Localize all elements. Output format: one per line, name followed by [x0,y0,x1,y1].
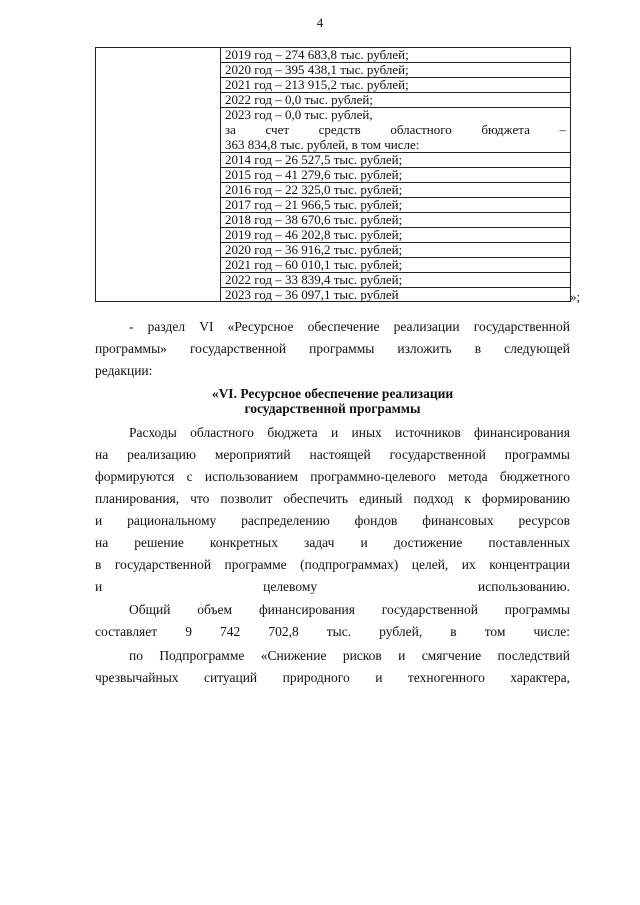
word: подход [413,491,454,506]
word: мероприятий [214,447,291,462]
word: бюджетного [499,469,570,484]
word: и [95,513,103,528]
table-line: 2020 год – 36 916,2 тыс. рублей; [221,243,570,258]
word: государственной [189,341,287,356]
word: изложить [397,341,452,356]
word: решение [134,535,184,550]
word: в [95,557,102,572]
word: средств [318,122,361,137]
word: и [375,670,383,685]
table-line-justified [221,123,570,138]
word: поставленных [488,535,570,550]
word: программы [504,447,570,462]
table-line: 2022 год – 33 839,4 тыс. рублей; [221,273,570,288]
word: следующей [504,341,570,356]
word: Общий [129,602,171,617]
table-line: 2018 год – 38 670,6 тыс. рублей; [221,213,570,228]
word: бюджета [267,425,318,440]
word: по [129,648,143,663]
table-closing-quote: »; [570,289,581,304]
word: программно-целевого [310,469,436,484]
table-line: 2015 год – 41 279,6 тыс. рублей; [221,168,570,183]
word: задач [303,535,335,550]
word: чрезвычайных [95,670,179,685]
table-line: 2023 год – 36 097,1 тыс. рублей [225,287,399,302]
text-line [95,466,570,488]
word: бюджета [481,122,530,137]
word: целей, [411,557,449,572]
heading-line: государственной программы [244,401,421,416]
word: источников [395,425,461,440]
table-line: 2014 год – 26 527,5 тыс. рублей; [221,153,570,168]
table-line: 2017 год – 21 966,5 тыс. рублей; [221,198,570,213]
word: ситуаций [203,670,258,685]
text-line [95,599,570,621]
word: государственной [381,602,478,617]
table-funding-cell [221,48,570,301]
word: программы» [95,341,167,356]
word: реализации [393,319,460,334]
text-line [95,422,570,444]
text-line: и целевому использованию. [95,579,570,594]
heading-line: «VI. Ресурсное обеспечение реализации [211,386,454,401]
table-line: 2021 год – 60 010,1 тыс. рублей; [221,258,570,273]
word: VI [199,319,214,334]
word: обеспечение [307,319,380,334]
word: позволит [220,491,273,506]
word: последствий [497,648,570,663]
word: с [186,469,193,484]
text-line [95,444,570,466]
text-line [95,554,570,576]
word: настоящей [309,447,371,462]
word: (подпрограммах) [300,557,399,572]
text-line [95,488,570,510]
table-line: 363 834,8 тыс. рублей, в том числе: [221,138,570,153]
word: формируются [95,469,175,484]
word: Подпрограмме [159,648,245,663]
word: Расходы [129,425,177,440]
text-line [95,532,570,554]
word: единый [359,491,403,506]
word: «Снижение [260,648,327,663]
word: государственной [389,447,486,462]
word: планирования, [95,491,180,506]
word: финансирования [474,425,570,440]
word: рациональному [127,513,217,528]
word: счет [265,122,290,137]
intro-paragraph [95,316,570,382]
word: что [190,491,210,506]
word: программе [224,557,287,572]
word: государственной [473,319,570,334]
word: иных [351,425,382,440]
text-line [95,316,570,338]
word: на [95,535,109,550]
page-number: 4 [316,15,324,30]
word: метода [448,469,488,484]
word: программы [309,341,375,356]
text-line: редакции: [95,363,153,378]
table-line: 2023 год – 0,0 тыс. рублей, [225,107,373,122]
paragraph-expenses [95,422,570,598]
paragraph-total-funding [95,599,570,643]
word: использованием [204,469,298,484]
word: техногенного [407,670,485,685]
word: программы [504,602,570,617]
word: финансирования [258,602,355,617]
word: в [474,341,482,356]
word: фондов [354,513,398,528]
word: областного [190,425,255,440]
text-line [95,510,570,532]
word: достижение [393,535,463,550]
word: формированию [481,491,570,506]
word: их [461,557,476,572]
word: и [360,535,368,550]
section-heading [95,386,570,416]
word: – [559,122,566,137]
word: и [398,648,406,663]
text-line [95,667,570,689]
word: объем [197,602,233,617]
word: финансовых [422,513,494,528]
table-line: 2022 год – 0,0 тыс. рублей; [221,93,570,108]
text-line [95,645,570,667]
word: и [330,425,339,440]
word: обеспечить [283,491,349,506]
word: государственной [114,557,212,572]
table-line: 2016 год – 22 325,0 тыс. рублей; [221,183,570,198]
word: распределению [241,513,330,528]
word: - [129,319,134,334]
word: конкретных [209,535,278,550]
word: рисков [342,648,382,663]
table-line: 2021 год – 213 915,2 тыс. рублей; [221,78,570,93]
text-line [95,338,570,360]
word: к [464,491,471,506]
paragraph-subprogram [95,645,570,689]
word: характера, [510,670,570,685]
word: концентрации [489,557,570,572]
word: раздел [147,319,186,334]
funding-table [95,47,571,302]
table-line: 2019 год – 274 683,8 тыс. рублей; [221,48,570,63]
word: на [95,447,109,462]
word: за [225,122,236,137]
word: ресурсов [518,513,570,528]
word: смягчение [421,648,482,663]
word: «Ресурсное [227,319,294,334]
table-line: 2019 год – 46 202,8 тыс. рублей; [221,228,570,243]
word: природного [282,670,350,685]
word: реализацию [127,447,196,462]
word: областного [390,122,452,137]
text-line: составляет 9 742 702,8 тыс. рублей, в том числе: [95,624,570,639]
table-line: 2020 год – 395 438,1 тыс. рублей; [221,63,570,78]
